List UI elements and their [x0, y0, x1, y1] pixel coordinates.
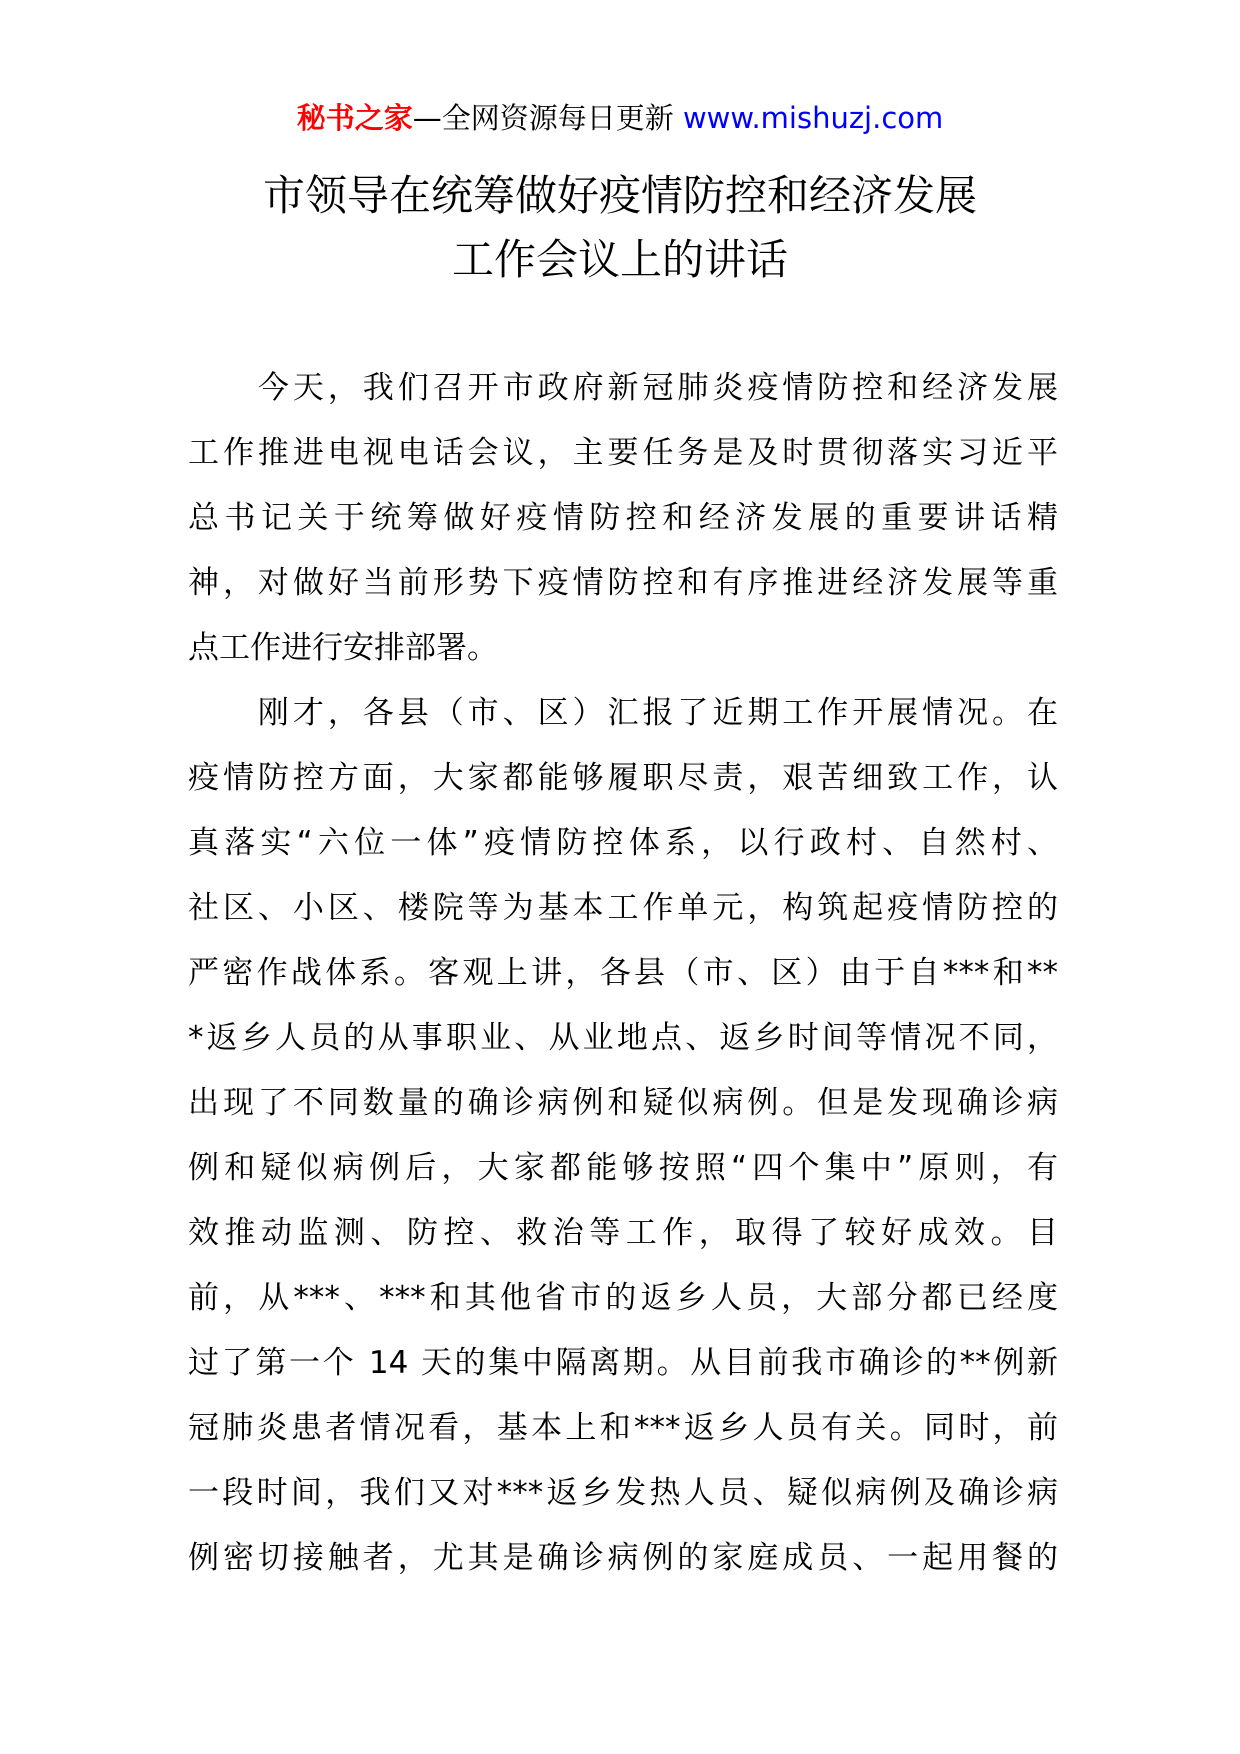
text-line: 例和疑似病例后，大家都能够按照“四个集中”原则，有: [188, 1150, 1058, 1186]
text-line: 例密切接触者，尤其是确诊病例的家庭成员、一起用餐的: [188, 1540, 1058, 1576]
text-line: 总书记关于统筹做好疫情防控和经济发展的重要讲话精: [188, 500, 1058, 536]
document-title: [0, 164, 1240, 292]
text-line: 一段时间，我们又对***返乡发热人员、疑似病例及确诊病: [188, 1475, 1058, 1511]
site-tagline: —全网资源每日更新: [412, 101, 674, 135]
text-line: 过了第一个 14 天的集中隔离期。从目前我市确诊的**例新: [188, 1345, 1058, 1381]
text-line: 刚才，各县（市、区）汇报了近期工作开展情况。在: [188, 695, 1058, 731]
text-line: 前，从***、***和其他省市的返乡人员，大部分都已经度: [188, 1280, 1058, 1316]
text-line: 点工作进行安排部署。: [188, 630, 498, 666]
text-line: 出现了不同数量的确诊病例和疑似病例。但是发现确诊病: [188, 1085, 1058, 1121]
text-line: *返乡人员的从事职业、从业地点、返乡时间等情况不同，: [188, 1020, 1058, 1056]
paragraph-2: [188, 681, 1058, 1591]
text-line: 今天，我们召开市政府新冠肺炎疫情防控和经济发展: [188, 370, 1058, 406]
text-line: 严密作战体系。客观上讲，各县（市、区）由于自***和**: [188, 955, 1058, 991]
text-line: 疫情防控方面，大家都能够履职尽责，艰苦细致工作，认: [188, 760, 1058, 796]
paragraph-1: [188, 356, 1058, 681]
site-header: [0, 98, 1240, 138]
site-url-link[interactable]: www.mishuzj.com: [682, 101, 944, 135]
text-line: 神，对做好当前形势下疫情防控和有序推进经济发展等重: [188, 565, 1058, 601]
text-line: 社区、小区、楼院等为基本工作单元，构筑起疫情防控的: [188, 890, 1058, 926]
title-line: 工作会议上的讲话: [451, 235, 788, 284]
site-brand: 秘书之家: [296, 101, 413, 135]
text-line: 效推动监测、防控、救治等工作，取得了较好成效。目: [188, 1215, 1058, 1251]
title-line: 市领导在统筹做好疫情防控和经济发展: [262, 171, 977, 220]
text-line: 冠肺炎患者情况看，基本上和***返乡人员有关。同时，前: [188, 1410, 1058, 1446]
text-line: 真落实“六位一体”疫情防控体系，以行政村、自然村、: [188, 825, 1058, 861]
text-line: 工作推进电视电话会议，主要任务是及时贯彻落实习近平: [188, 435, 1058, 471]
document-body: [188, 356, 1058, 1591]
